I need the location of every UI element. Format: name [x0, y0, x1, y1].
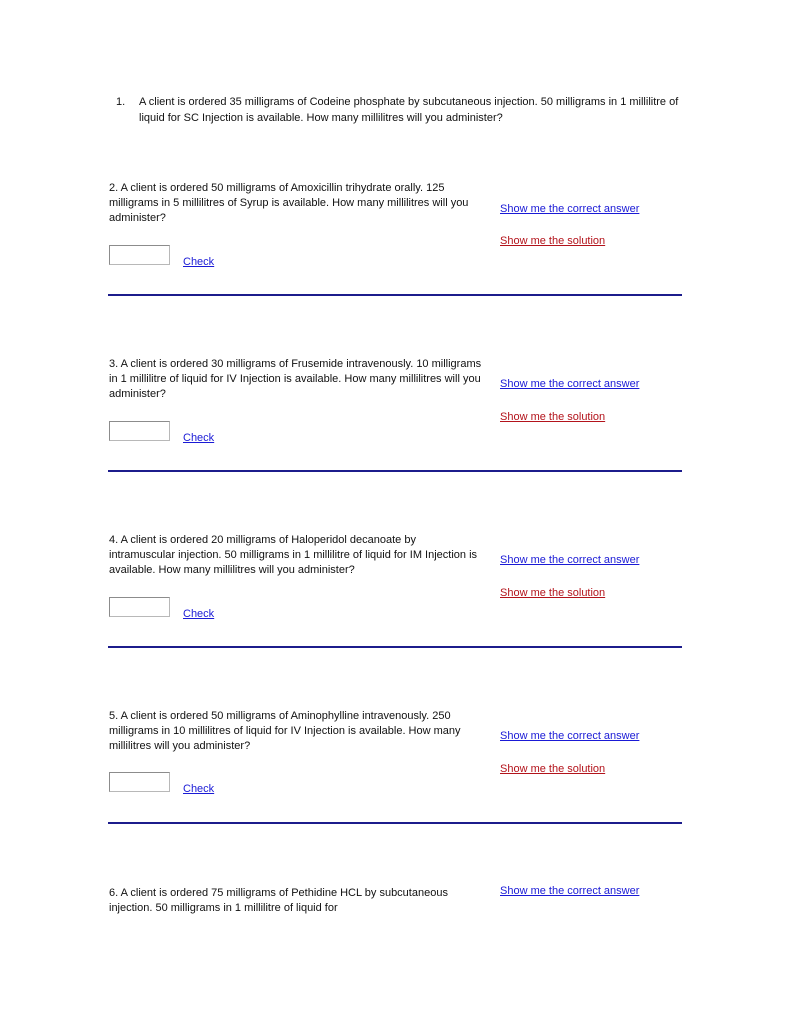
- question-5-show-solution-link[interactable]: Show me the solution: [500, 763, 606, 775]
- divider: [108, 470, 682, 472]
- question-2-show-correct-answer-link[interactable]: Show me the correct answer: [500, 203, 640, 215]
- question-3-check-link[interactable]: Check: [183, 432, 215, 444]
- question-5-answer-input[interactable]: [109, 772, 170, 792]
- question-4-text: 4. A client is ordered 20 milligrams of Haloperidol decanoate by intramuscular injection. 50 milligrams in 1 millilitre of liquid for IM Injection is available. How many millilitres will you administer?: [109, 534, 478, 576]
- question-5: [109, 709, 482, 754]
- question-2-answer-input[interactable]: [109, 245, 170, 265]
- question-1: [116, 94, 696, 126]
- question-5-check-link[interactable]: Check: [183, 783, 215, 795]
- divider: [108, 822, 682, 824]
- question-4-show-correct-answer-link[interactable]: Show me the correct answer: [500, 554, 640, 566]
- question-1-text: A client is ordered 35 milligrams of Codeine phosphate by subcutaneous injection. 50 milligrams in 1 millilitre of liquid for SC Injection is available. How many millilitres will you administer?: [139, 96, 679, 124]
- question-4: [109, 533, 482, 578]
- question-3-show-correct-answer-link[interactable]: Show me the correct answer: [500, 378, 640, 390]
- question-2-check-link[interactable]: Check: [183, 256, 215, 268]
- question-5-show-correct-answer-link[interactable]: Show me the correct answer: [500, 730, 640, 742]
- question-3: [109, 357, 482, 402]
- question-3-answer-input[interactable]: [109, 421, 170, 441]
- question-4-show-solution-link[interactable]: Show me the solution: [500, 587, 606, 599]
- question-1-number: 1.: [116, 96, 126, 108]
- question-2-text: 2. A client is ordered 50 milligrams of Amoxicillin trihydrate orally. 125 milligrams in 5 millilitres of Syrup is available. How many millilitres will you administer?: [109, 182, 469, 224]
- question-3-text: 3. A client is ordered 30 milligrams of Frusemide intravenously. 10 milligrams in 1 millilitre of liquid for IV Injection is available. How many millilitres will you administer?: [109, 358, 482, 400]
- divider: [108, 646, 682, 648]
- question-6-show-correct-answer-link[interactable]: Show me the correct answer: [500, 885, 640, 897]
- question-6: [109, 886, 482, 916]
- question-4-check-link[interactable]: Check: [183, 608, 215, 620]
- question-6-text: 6. A client is ordered 75 milligrams of Pethidine HCL by subcutaneous injection. 50 milligrams in 1 millilitre of liquid for: [109, 887, 448, 914]
- question-3-show-solution-link[interactable]: Show me the solution: [500, 411, 606, 423]
- question-5-text: 5. A client is ordered 50 milligrams of Aminophylline intravenously. 250 milligrams in 10 millilitres of liquid for IV Injection is available. How many millilitres will you administer?: [109, 710, 461, 752]
- divider: [108, 294, 682, 296]
- question-2-show-solution-link[interactable]: Show me the solution: [500, 235, 606, 247]
- question-2: [109, 181, 482, 226]
- question-4-answer-input[interactable]: [109, 597, 170, 617]
